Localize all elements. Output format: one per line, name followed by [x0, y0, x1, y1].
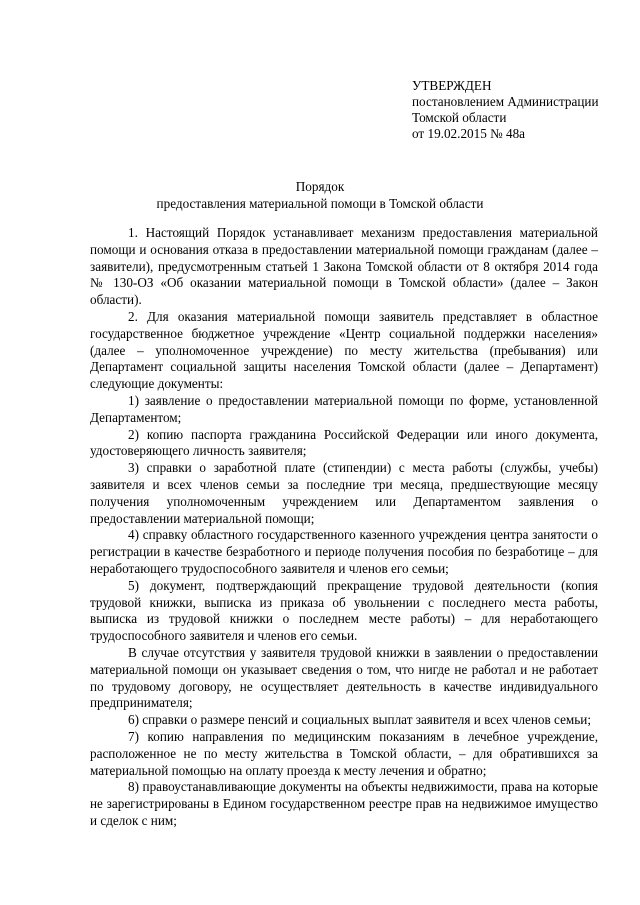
list-item-5-note: В случае отсутствия у заявителя трудовой книжки в заявлении о предоставлении материальной помощи он указывает сведения о том, что нигде не работал и не работает по трудовому договору, не осуществляет деятельность в качестве индивидуального предпринимателя;: [90, 644, 598, 711]
document-body: [90, 225, 598, 830]
approval-heading: УТВЕРЖДЕН: [412, 78, 492, 93]
paragraph-1: 1. Настоящий Порядок устанавливает механизм предоставления материальной помощи и основания отказа в предоставлении материальной помощи гражданам (далее – заявители), предусмотренным статьей 1 Закона Томской области от 8 октября 2014 года № 130-ОЗ «Об оказании материальной помощи в Томской области» (далее – Закон области).: [90, 225, 598, 308]
list-item-3: 3) справки о заработной плате (стипендии) с места работы (службы, учебы) заявителя и всех членов семьи за последние три месяца, предшествующие месяцу получения уполномоченным учреждением или Департаментом заявления о предоставлении материальной помощи;: [90, 460, 598, 526]
list-item-5: 5) документ, подтверждающий прекращение трудовой деятельности (копия трудовой книжки, выписка из приказа об увольнении с последнего места работы, выписка из трудовой книжки о последнем месте работы) – для неработающего трудоспособного заявителя и членов его семьи.: [90, 577, 598, 644]
approval-region-line: Томской области: [412, 110, 507, 125]
approval-stamp: [412, 78, 622, 142]
list-item-2: 2) копию паспорта гражданина Российской Федерации или иного документа, удостоверяющего личность заявителя;: [90, 426, 598, 459]
paragraph-2: 2. Для оказания материальной помощи заявитель представляет в областное государственное бюджетное учреждение «Центр социальной поддержки населения» (далее – уполномоченное учреждение) по месту жительства (пребывания) или Департамент социальной защиты населения Томской области (далее – Департамент) следующие документы:: [90, 308, 598, 392]
list-item-8: 8) правоустанавливающие документы на объекты недвижимости, права на которые не зарегистрированы в Едином государственном реестре прав на недвижимое имущество и сделок с ним;: [90, 779, 598, 828]
approval-decree-line: постановлением Администрации: [412, 94, 599, 109]
approval-date-line: от 19.02.2015 № 48а: [412, 126, 526, 141]
list-item-1: 1) заявление о предоставлении материальной помощи по форме, установленной Департаментом;: [90, 392, 598, 425]
document-title: Порядок: [295, 179, 345, 194]
document-subtitle: предоставления материальной помощи в Томской области: [156, 196, 484, 211]
list-item-4: 4) справку областного государственного казенного учреждения центра занятости о регистрации в качестве безработного и периоде получения пособия по безработице – для неработающего трудоспособного заявителя и членов его семьи;: [90, 527, 598, 576]
list-item-6: 6) справки о размере пенсий и социальных выплат заявителя и всех членов семьи;: [128, 712, 591, 728]
list-item-7: 7) копию направления по медицинским показаниям в лечебное учреждение, расположенное не по месту жительства в Томской области, – для обратившихся за материальной помощью на оплату проезда к месту лечения и обратно;: [90, 728, 598, 778]
document-title-block: [0, 178, 640, 212]
